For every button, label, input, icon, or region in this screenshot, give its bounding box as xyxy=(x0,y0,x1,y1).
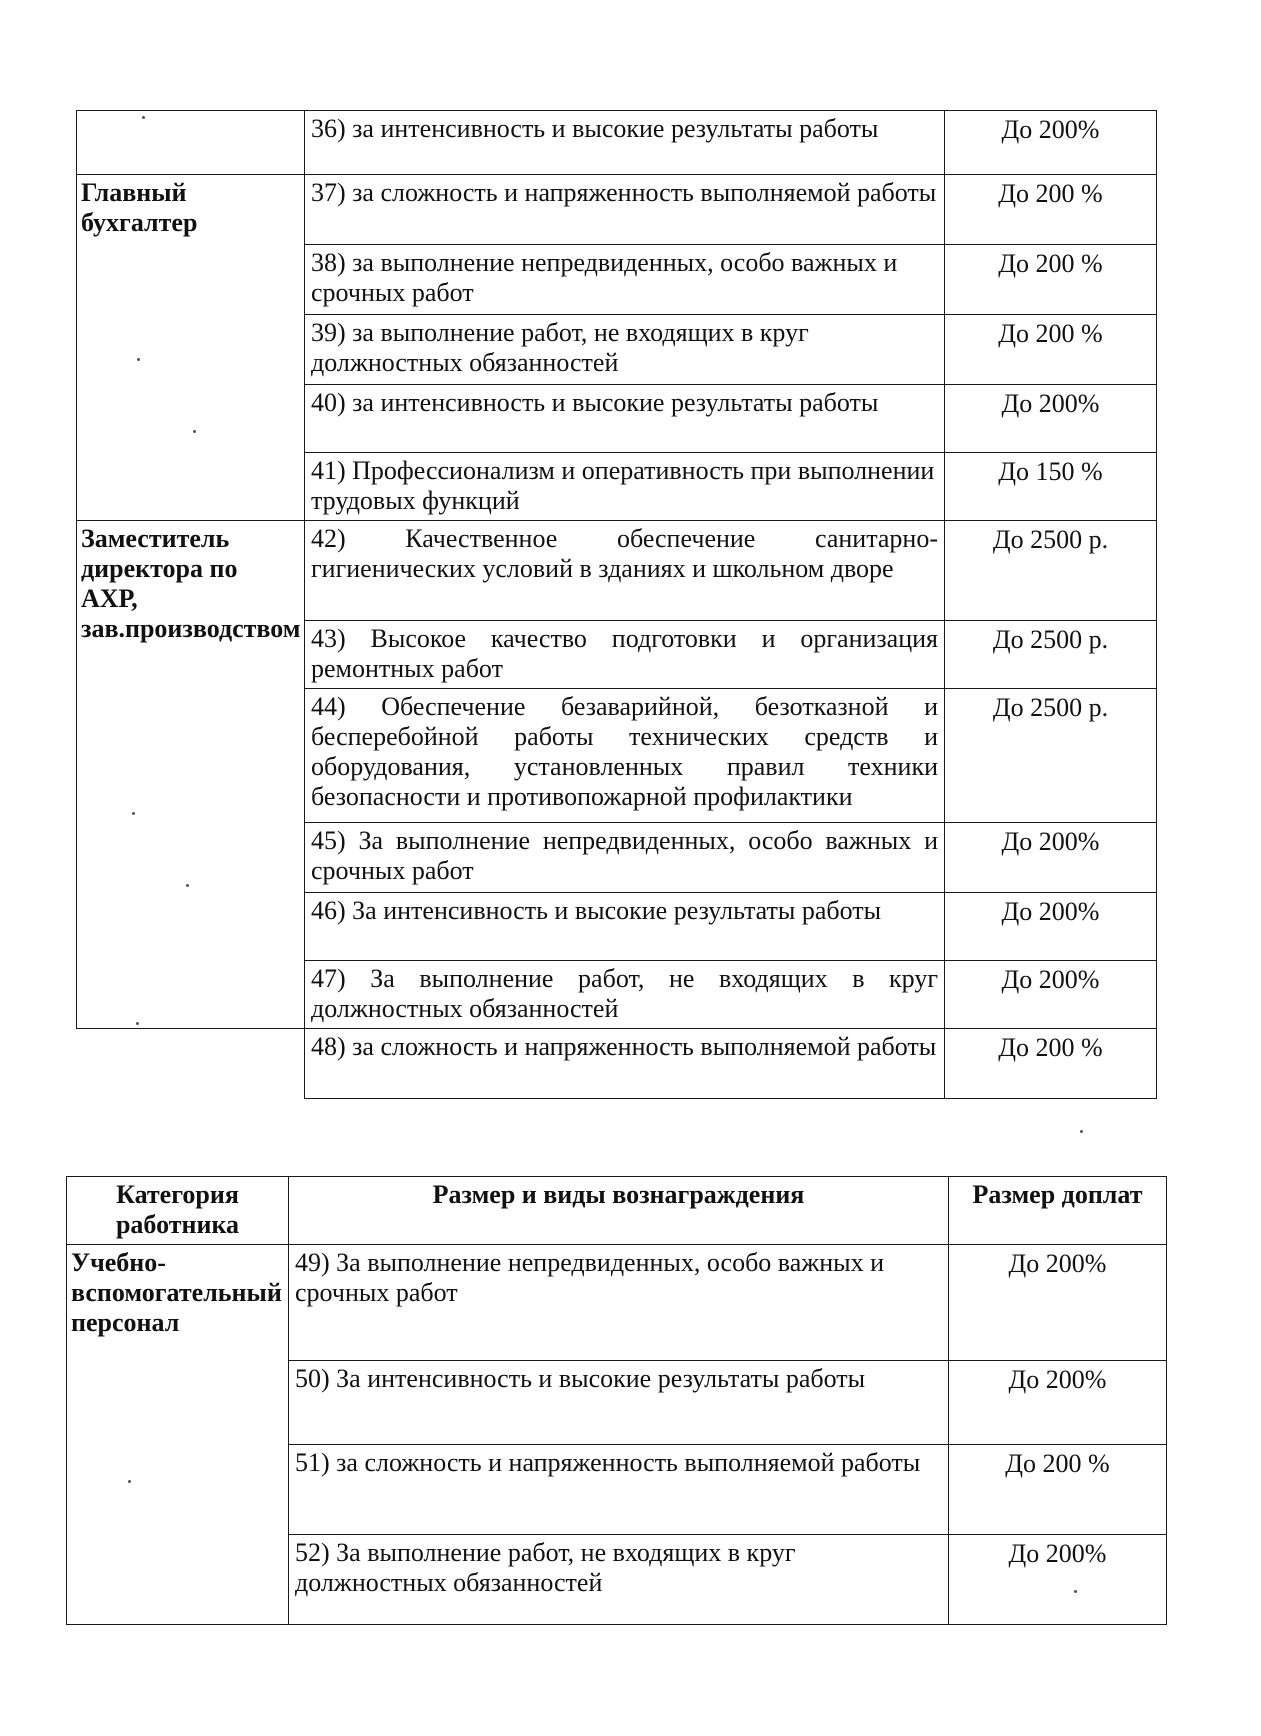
scan-speck xyxy=(132,812,135,815)
payment-amount: До 2500 р. xyxy=(945,689,1157,823)
payment-amount: До 200% xyxy=(945,385,1157,453)
reward-description: 39) за выполнение работ, не входящих в круг должностных обязанностей xyxy=(305,315,945,385)
table-row xyxy=(67,1245,1167,1361)
reward-description: 42) Качественное обеспечение санитарно-гигиенических условий в зданиях и школьном дворе xyxy=(305,521,945,621)
payment-amount: До 200 % xyxy=(949,1445,1167,1535)
scan-speck xyxy=(142,116,145,119)
payment-amount: До 2500 р. xyxy=(945,521,1157,621)
scan-speck xyxy=(128,1480,131,1483)
scan-speck xyxy=(1080,1130,1083,1133)
reward-description: 47) За выполнение работ, не входящих в круг должностных обязанностей xyxy=(305,961,945,1029)
scan-speck xyxy=(137,358,140,361)
payment-amount: До 200% xyxy=(945,961,1157,1029)
bonus-table-continued xyxy=(76,110,1157,1099)
category-cell xyxy=(77,111,305,175)
category-cell xyxy=(77,1029,305,1099)
reward-description: 45) За выполнение непредвиденных, особо важных и срочных работ xyxy=(305,823,945,893)
reward-description: 43) Высокое качество подготовки и организация ремонтных работ xyxy=(305,621,945,689)
reward-description: 37) за сложность и напряженность выполняемой работы xyxy=(305,175,945,245)
table-row xyxy=(77,521,1157,621)
reward-description: 40) за интенсивность и высокие результаты работы xyxy=(305,385,945,453)
payment-amount: До 200 % xyxy=(945,175,1157,245)
header-payment-size: Размер доплат xyxy=(949,1177,1167,1245)
payment-amount: До 200% xyxy=(945,893,1157,961)
payment-amount: До 200% xyxy=(949,1535,1167,1625)
payment-amount: До 200% xyxy=(949,1361,1167,1445)
reward-description: 36) за интенсивность и высокие результаты работы xyxy=(305,111,945,175)
payment-amount: До 200 % xyxy=(945,315,1157,385)
reward-description: 38) за выполнение непредвиденных, особо важных и срочных работ xyxy=(305,245,945,315)
header-reward-types: Размер и виды вознаграждения xyxy=(289,1177,949,1245)
payment-amount: До 200 % xyxy=(945,1029,1157,1099)
scan-speck xyxy=(136,1022,139,1025)
scan-speck xyxy=(186,884,189,887)
reward-description: 46) За интенсивность и высокие результаты работы xyxy=(305,893,945,961)
table-header-row xyxy=(67,1177,1167,1245)
payment-amount: До 2500 р. xyxy=(945,621,1157,689)
reward-description: 51) за сложность и напряженность выполняемой работы xyxy=(289,1445,949,1535)
payment-amount: До 150 % xyxy=(945,453,1157,521)
table-row xyxy=(77,1029,1157,1099)
header-category: Категория работника xyxy=(67,1177,289,1245)
payment-amount: До 200 % xyxy=(945,245,1157,315)
reward-description: 52) За выполнение работ, не входящих в круг должностных обязанностей xyxy=(289,1535,949,1625)
table-row xyxy=(77,111,1157,175)
scan-speck xyxy=(193,430,196,433)
category-support-staff: Учебно-вспомогательный персонал xyxy=(67,1245,289,1625)
category-deputy-director: Заместитель директора по АХР, зав.производством xyxy=(77,521,305,1029)
bonus-table-support-staff xyxy=(66,1176,1167,1625)
reward-description: 50) За интенсивность и высокие результаты работы xyxy=(289,1361,949,1445)
table-row xyxy=(77,175,1157,245)
payment-amount: До 200% xyxy=(945,111,1157,175)
category-chief-accountant: Главный бухгалтер xyxy=(77,175,305,521)
payment-amount: До 200% xyxy=(945,823,1157,893)
reward-description: 49) За выполнение непредвиденных, особо важных и срочных работ xyxy=(289,1245,949,1361)
reward-description: 48) за сложность и напряженность выполняемой работы xyxy=(305,1029,945,1099)
reward-description: 41) Профессионализм и оперативность при выполнении трудовых функций xyxy=(305,453,945,521)
scan-speck xyxy=(1074,1590,1077,1593)
payment-amount: До 200% xyxy=(949,1245,1167,1361)
reward-description: 44) Обеспечение безаварийной, безотказной и бесперебойной работы технических средств и оборудования, установленных правил техники безопасности и противопожарной профилактики xyxy=(305,689,945,823)
